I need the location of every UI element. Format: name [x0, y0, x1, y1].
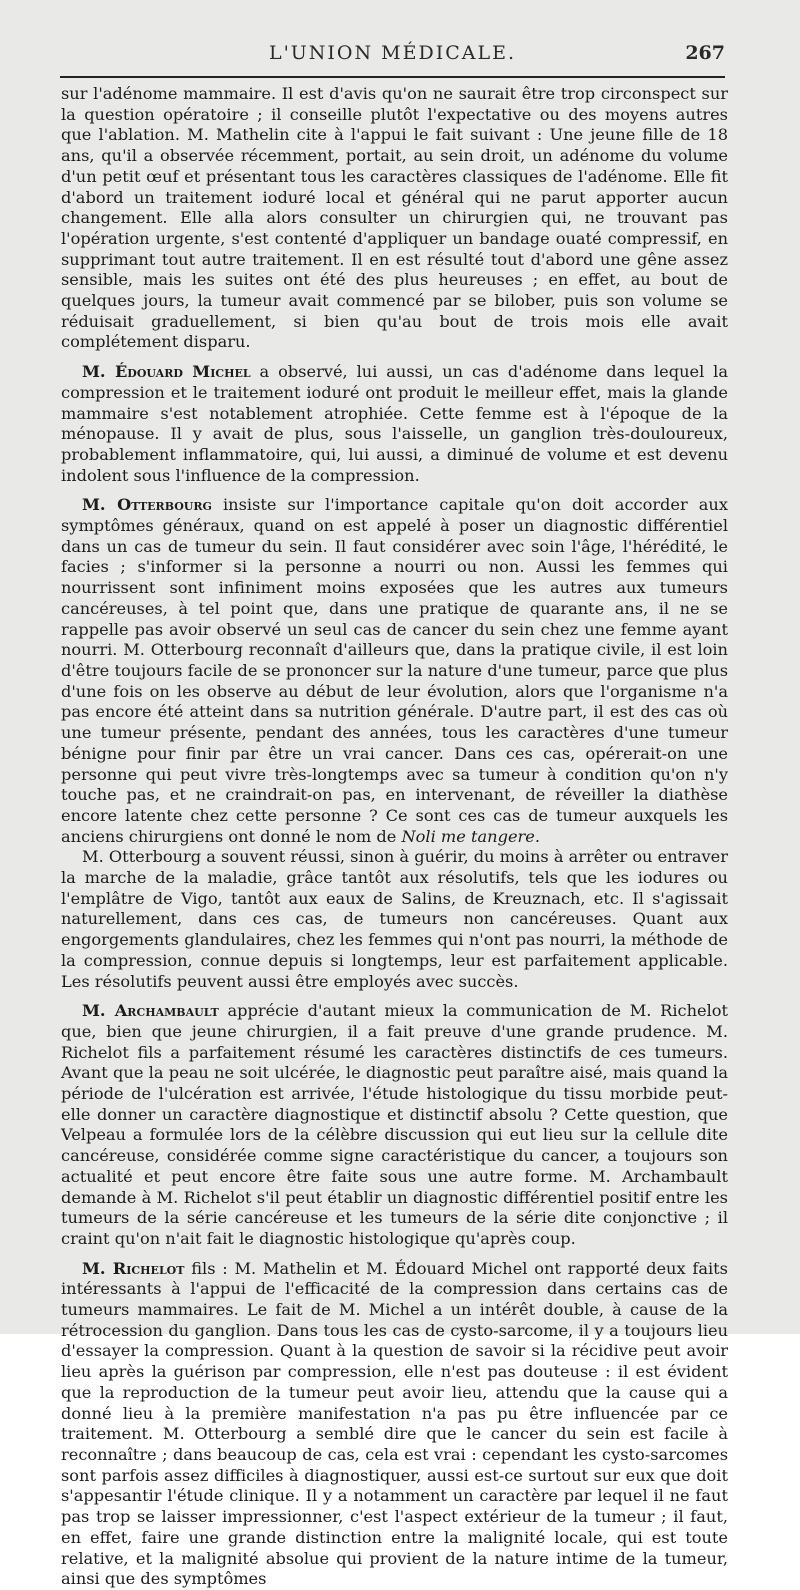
article-body [61, 84, 728, 1590]
paragraph-michel [61, 362, 728, 486]
paragraph-richelot [61, 1259, 728, 1590]
page-header [60, 42, 725, 70]
paragraph-otterbourg-continued [61, 847, 728, 992]
speaker-name: M. Otterbourg [82, 495, 212, 515]
paragraph-text: a observé, lui aussi, un cas d'adénome dans lequel la compression et le traitement ioduré ont produit le meilleur effet, mais la glande mammaire s'est notablement atrophiée. Cette femme est à l'époque de la ménopause. Il y avait de plus, sous l'aisselle, un ganglion très-douloureux, probablement inflammatoire, qui, lui aussi, a diminué de volume et est devenu indolent sous l'influence de la compression. [61, 362, 728, 485]
running-title: L'UNION MÉDICALE. [268, 42, 517, 64]
paragraph-mathelin-continued [61, 84, 728, 353]
paragraph-otterbourg [61, 495, 728, 847]
paragraph-archambault [61, 1001, 728, 1249]
paragraph-text: insiste sur l'importance capitale qu'on doit accorder aux symptômes généraux, quand on est appelé à poser un diagnostic différentiel dans un cas de tumeur du sein. Il faut considérer avec soin l'âge, l'hérédité, le facies ; s'informer si la personne a nourri ou non. Aussi les femmes qui nourrissent sont infiniment moins exposées que les autres aux tumeurs cancéreuses, à tel point que, dans une pratique de quarante ans, il ne se rappelle pas avoir observé un seul cas de cancer du sein chez une femme ayant nourri. M. Otterbourg reconnaît d'ailleurs que, dans la pratique civile, il est loin d'être toujours facile de se prononcer sur la nature d'une tumeur, parce que plus d'une fois on les observe au début de leur évolution, alors que l'organisme n'a pas encore été atteint dans sa nutrition générale. D'autre part, il est des cas où une tumeur présente, pendant des années, tous les caractères d'une tumeur bénigne pour finir par être un vrai cancer. Dans ces cas, opérerait-on une personne qui peut vivre très-longtemps avec sa tumeur à condition qu'on n'y touche pas, et ne craindrait-on pas, en intervenant, de réveiller la diathèse encore latente chez cette personne ? Ce sont ces cas de tumeur auxquels les anciens chirurgiens ont donné le nom de [61, 495, 728, 846]
speaker-name: M. Richelot [82, 1258, 185, 1278]
header-rule [60, 76, 725, 78]
speaker-name: M. Édouard Michel [82, 362, 251, 382]
speaker-name: M. Archambault [82, 1001, 219, 1021]
page-number: 267 [685, 42, 725, 64]
paragraph-text: M. Otterbourg a souvent réussi, sinon à guérir, du moins à arrêter ou entraver la marche de la maladie, grâce tantôt aux résolutifs, tels que les iodures ou l'emplâtre de Vigo, tantôt aux eaux de Salins, de Kreuznach, etc. Il s'agissait naturellement, dans ces cas, de tumeurs non cancéreuses. Quant aux engorgements glandulaires, chez les femmes qui n'ont pas nourri, la méthode de la compression, connue depuis si longtemps, leur est parfaitement applicable. Les résolutifs peuvent aussi être employés avec succès. [61, 847, 728, 991]
paragraph-text: apprécie d'autant mieux la communication de M. Richelot que, bien que jeune chirurgien, il a fait preuve d'une grande prudence. M. Richelot fils a parfaitement résumé les caractères distinctifs de ces tumeurs. Avant que la peau ne soit ulcérée, le diagnostic peut paraître aisé, mais quand la période de l'ulcération est arrivée, l'étude histologique du tissu morbide peut-elle donner un caractère diagnostique et distinctif absolu ? Cette question, que Velpeau a formulée lors de la célèbre discussion qui eut lieu sur la cellule dite cancéreuse, considérée comme signe caractéristique du cancer, a toujours son actualité et peut encore être faite sous une autre forme. M. Archambault demande à M. Richelot s'il peut établir un diagnostic différentiel positif entre les tumeurs de la série cancéreuse et les tumeurs de la série dite conjonctive ; il craint qu'on n'ait fait le diagnostic histologique qu'après coup. [61, 1001, 729, 1248]
latin-phrase: Noli me tangere. [401, 826, 540, 846]
paragraph-text: fils : M. Mathelin et M. Édouard Michel ont rapporté deux faits intéressants à l'appui de l'efficacité de la compression dans certains cas de tumeurs mammaires. Le fait de M. Michel a un intérêt double, à cause de la rétrocession du ganglion. Dans tous les cas de cysto-sarcome, il y a toujours lieu d'essayer la compression. Quant à la question de savoir si la récidive peut avoir lieu après la guérison par compression, elle n'est pas douteuse : il est évident que la reproduction de la tumeur peut avoir lieu, attendu que la cause qui a donné lieu à la première manifestation n'a pas pu être influencée par ce traitement. M. Otterbourg a semblé dire que le cancer du sein est facile à reconnaître ; dans beaucoup de cas, cela est vrai : cependant les cysto-sarcomes sont parfois assez difficiles à diagnostiquer, aussi est-ce surtout sur eux que doit s'appesantir l'étude clinique. Il y a notamment un caractère par lequel il ne faut pas trop se laisser impressionner, c'est l'aspect extérieur de la tumeur ; il faut, en effet, faire une grande distinction entre la malignité locale, qui est toute relative, et la malignité absolue qui provient de la nature intime de la tumeur, ainsi que des symptômes [61, 1258, 728, 1589]
paragraph-text: sur l'adénome mammaire. Il est d'avis qu'on ne saurait être trop circonspect sur la question opératoire ; il conseille plutôt l'expectative ou des moyens autres que l'ablation. M. Mathelin cite à l'appui le fait suivant : Une jeune fille de 18 ans, qu'il a observée récemment, portait, au sein droit, un adénome du volume d'un petit œuf et présentant tous les caractères classiques de l'adénome. Elle fit d'abord un traitement ioduré local et général qui ne parut apporter aucun changement. Elle alla alors consulter un chirurgien qui, ne trouvant pas l'opération urgente, s'est contenté d'appliquer un bandage ouaté compressif, en supprimant tout autre traitement. Il en est résulté tout d'abord une gêne assez sensible, mais les suites ont été des plus heureuses ; en effet, au bout de quelques jours, la tumeur avait commencé par se bilober, puis son volume se réduisait graduellement, si bien qu'au bout de trois mois elle avait complétement disparu. [61, 84, 728, 352]
